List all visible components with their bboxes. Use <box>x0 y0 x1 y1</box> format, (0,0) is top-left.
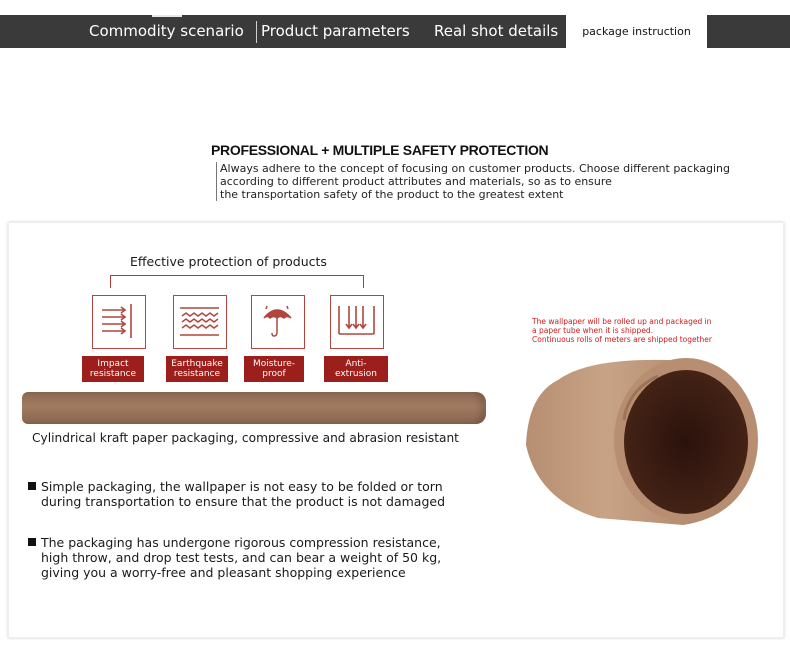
bullet-square-icon <box>28 482 36 490</box>
label-line: resistance <box>89 369 137 379</box>
bullet-line: The packaging has undergone rigorous compression resistance, <box>41 535 441 550</box>
anti-extrusion-icon <box>330 295 384 349</box>
label-line: Impact <box>97 359 129 369</box>
earthquake-resistance-label <box>166 356 228 382</box>
description-line: Always adhere to the concept of focusing on customer products. Choose different packaging <box>220 162 730 175</box>
description-line: the transportation safety of the product to the greatest extent <box>220 188 564 201</box>
section-title: PROFESSIONAL + MULTIPLE SAFETY PROTECTION <box>211 142 549 158</box>
note-line: Continuous rolls of meters are shipped together <box>532 335 713 344</box>
bullet-line: giving you a worry-free and pleasant shopping experience <box>41 565 406 580</box>
label-line: proof <box>262 369 286 379</box>
tab-product-parameters[interactable]: Product parameters <box>261 22 410 40</box>
umbrella-moisture-icon <box>251 295 305 349</box>
bullet-line: high throw, and drop test tests, and can bear a weight of 50 kg, <box>41 550 442 565</box>
moisture-proof-label <box>244 356 304 382</box>
impact-resistance-label <box>82 356 144 382</box>
bullet-line: during transportation to ensure that the product is not damaged <box>41 494 446 509</box>
label-line: Earthquake <box>171 359 223 369</box>
note-line: a paper tube when it is shipped. <box>532 326 654 335</box>
bullet-line: Simple packaging, the wallpaper is not easy to be folded or torn <box>41 479 443 494</box>
protection-title: Effective protection of products <box>130 254 327 269</box>
label-line: extrusion <box>334 369 378 379</box>
nav-separator <box>256 21 257 43</box>
description-line: according to different product attributes and materials, so as to ensure <box>220 175 612 188</box>
label-line: resistance <box>173 369 221 379</box>
label-line: Moisture- <box>253 359 295 369</box>
shipping-note <box>532 317 762 344</box>
impact-resistance-icon <box>92 295 146 349</box>
anti-extrusion-label <box>324 356 388 382</box>
paper-tube-end-image <box>518 350 768 530</box>
protection-bracket <box>110 275 364 288</box>
label-line: Anti- <box>345 359 367 369</box>
section-description <box>216 162 760 201</box>
bullet-square-icon <box>28 538 36 546</box>
note-line: The wallpaper will be rolled up and packaged in <box>532 317 712 326</box>
tab-real-shot-details[interactable]: Real shot details <box>434 22 559 40</box>
top-nav-bar <box>0 15 790 48</box>
earthquake-resistance-icon <box>173 295 227 349</box>
kraft-paper-tube-image <box>22 392 486 424</box>
tab-package-instruction[interactable]: package instruction <box>566 15 707 48</box>
tube-caption: Cylindrical kraft paper packaging, compressive and abrasion resistant <box>32 431 459 445</box>
tab-commodity-scenario[interactable]: Commodity scenario <box>89 22 244 40</box>
